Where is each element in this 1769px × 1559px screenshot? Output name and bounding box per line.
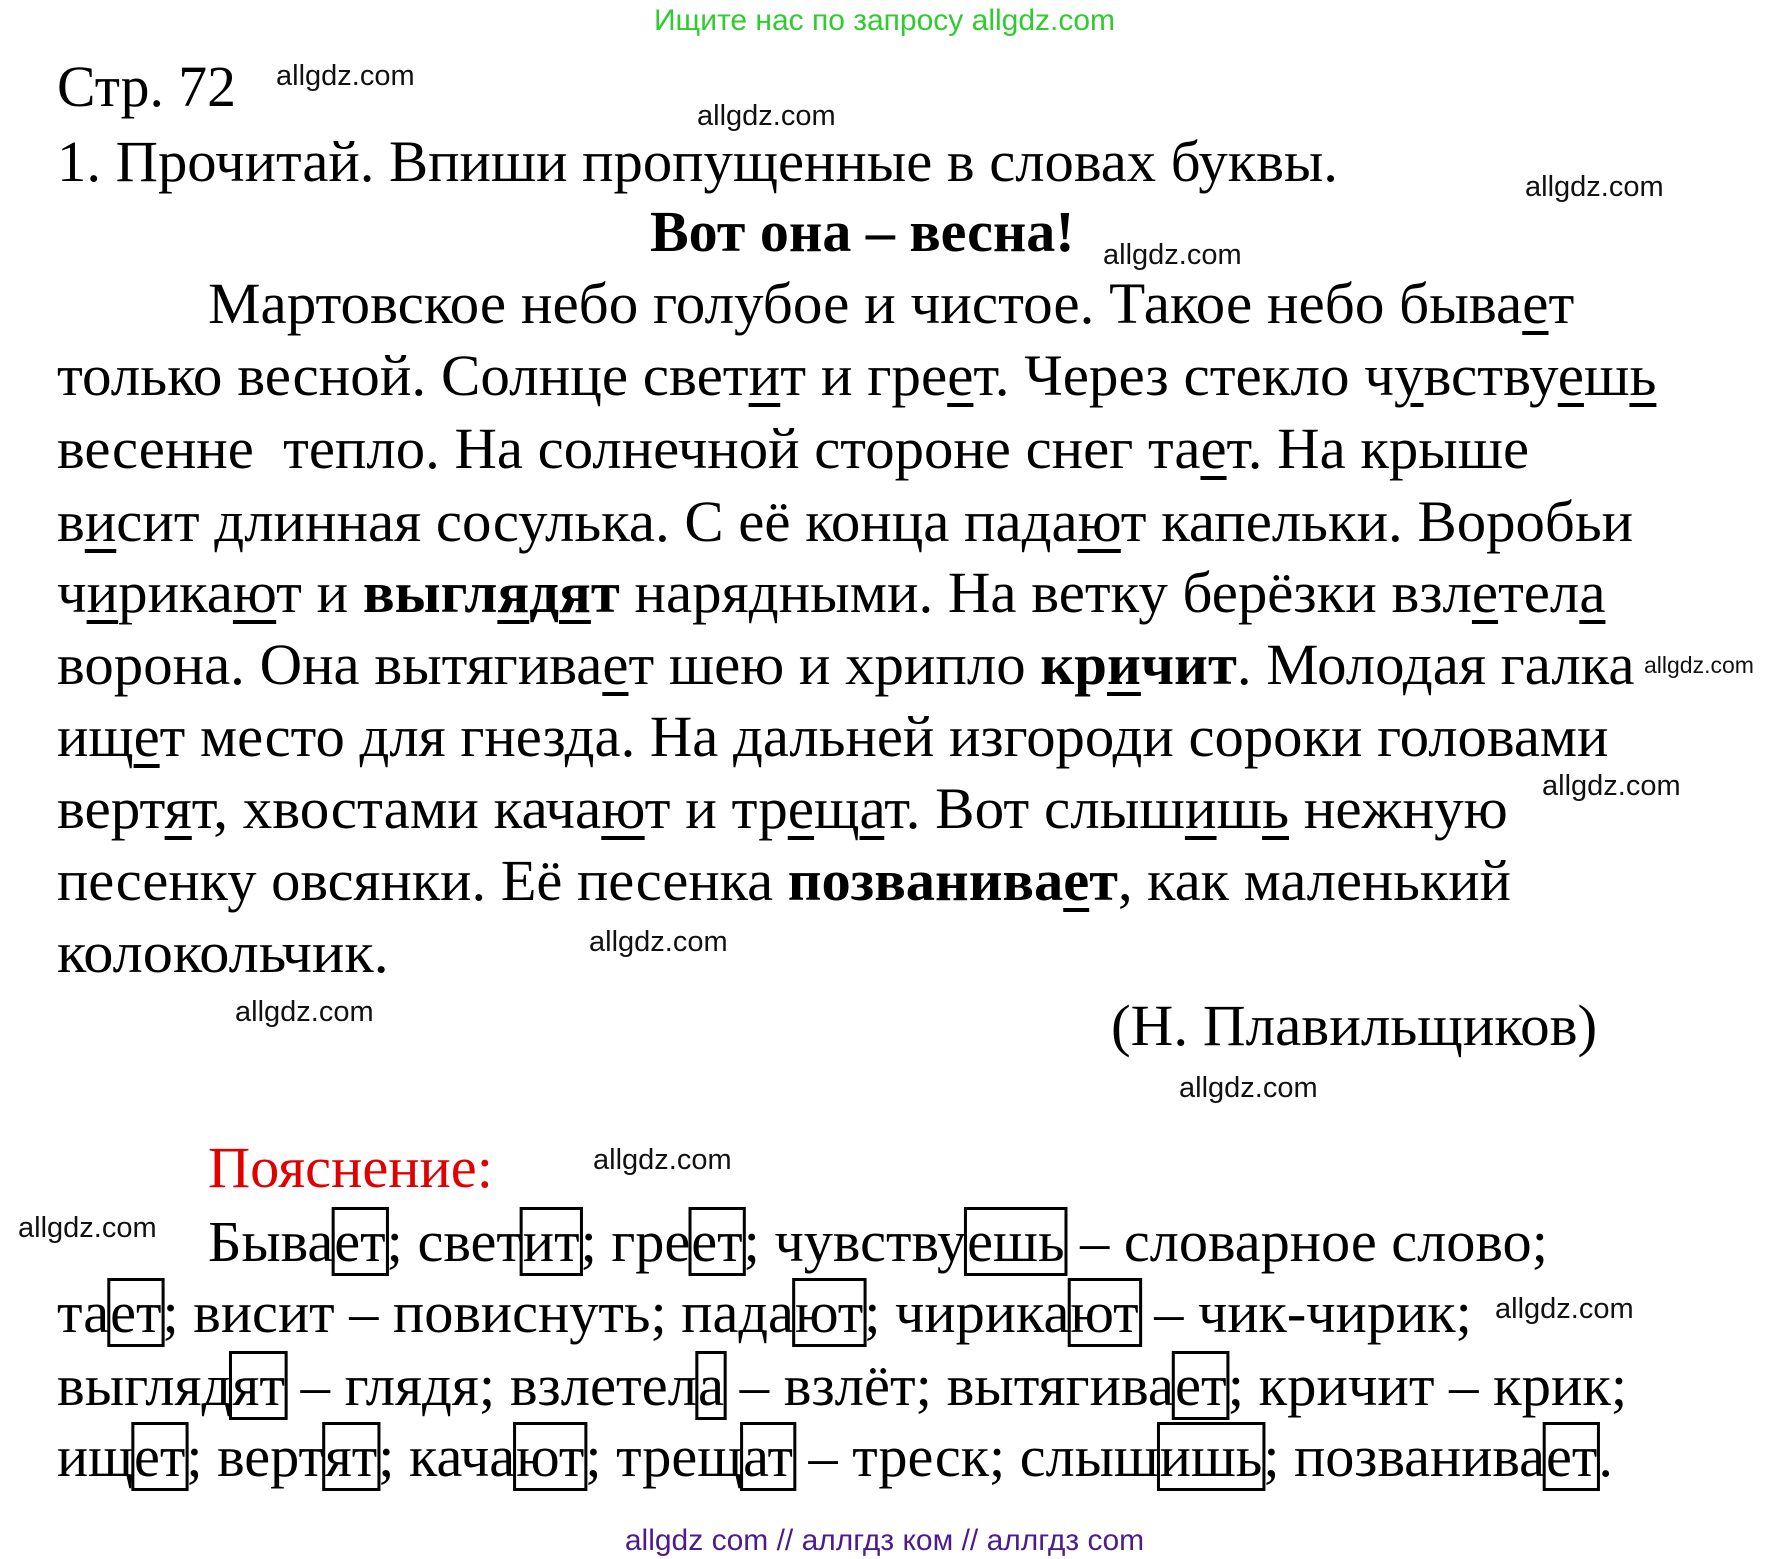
text-segment: та <box>57 1280 110 1345</box>
watermark: allgdz.com <box>593 1144 732 1176</box>
text-segment: , как маленький <box>1117 848 1511 913</box>
watermark: allgdz.com <box>589 926 728 958</box>
text-segment: щ <box>814 776 860 841</box>
text-line <box>57 489 1634 554</box>
text-segment: т, хвостами кача <box>191 776 602 841</box>
underlined-letter: и <box>1184 776 1217 841</box>
text-line <box>57 920 389 985</box>
boxed-ending: ешь <box>967 1209 1065 1274</box>
text-segment: т. Вот слыш <box>884 776 1185 841</box>
underlined-letter: е <box>133 704 160 769</box>
watermark: allgdz.com <box>235 996 374 1028</box>
underlined-letter: е <box>1063 848 1090 913</box>
text-segment: ; свет <box>386 1209 522 1274</box>
boxed-ending: ет <box>1175 1353 1227 1418</box>
text-segment: т и <box>276 560 363 625</box>
text-segment: Мартовское небо голубое и чистое. Такое небо быва <box>208 271 1523 336</box>
text-segment: тел <box>1498 560 1580 625</box>
underlined-letter: я <box>164 776 192 841</box>
text-line <box>57 848 1511 913</box>
text-segment: . Молодая галка <box>1236 632 1635 697</box>
underlined-letter: я <box>559 560 591 625</box>
underlined-letter: ю <box>232 560 277 625</box>
boxed-ending: ат <box>743 1424 793 1489</box>
boxed-ending: ит <box>522 1209 580 1274</box>
watermark: allgdz.com <box>1525 171 1664 203</box>
bold-text: т <box>1089 848 1118 913</box>
boxed-ending: ят <box>325 1424 378 1489</box>
boxed-ending: ет <box>1546 1424 1598 1489</box>
underlined-letter: е <box>1200 416 1227 481</box>
text-segment: Быва <box>208 1209 334 1274</box>
watermark: allgdz.com <box>1542 770 1681 802</box>
text-segment: т. Через стекло ч <box>973 343 1394 408</box>
explanation-line <box>57 1353 1628 1418</box>
text-segment: ; кача <box>378 1424 516 1489</box>
text-segment: ш <box>1583 343 1630 408</box>
watermark: allgdz.com <box>697 100 836 132</box>
text-segment: – взлёт; вытягива <box>725 1353 1174 1418</box>
text-segment: – словарное слово; <box>1065 1209 1548 1274</box>
bold-text: чит <box>1140 632 1237 697</box>
underlined-letter: ю <box>601 776 645 841</box>
boxed-ending: ет <box>110 1280 162 1345</box>
underlined-letter: е <box>947 343 974 408</box>
text-segment: ищ <box>57 1424 134 1489</box>
text-segment: т и тр <box>644 776 788 841</box>
text-segment: т капельки. Воробьи <box>1120 489 1634 554</box>
underlined-letter: и <box>86 560 119 625</box>
text-segment: – чик-чирик; <box>1139 1280 1472 1345</box>
underlined-letter: ь <box>1262 776 1290 841</box>
text-segment: т. На крыше <box>1226 416 1530 481</box>
underlined-letter: и <box>84 489 117 554</box>
text-segment: ищ <box>57 704 134 769</box>
underlined-letter: е <box>602 632 629 697</box>
text-segment: сит длинная сосулька. С её конца пада <box>116 489 1078 554</box>
text-line <box>57 704 1609 769</box>
task-text: 1. Прочитай. Впиши пропущенные в словах буквы. <box>57 129 1338 194</box>
text-segment: ; кричит – крик; <box>1227 1353 1628 1418</box>
text-segment: ворона. Она вытягива <box>57 632 603 697</box>
explanation-line <box>208 1209 1548 1274</box>
underlined-letter: у <box>1393 343 1424 408</box>
text-segment: ; чувству <box>743 1209 967 1274</box>
explanation-line <box>57 1280 1472 1345</box>
text-segment: ; верт <box>186 1424 324 1489</box>
text-heading: Вот она – весна! <box>650 199 1075 264</box>
text-segment: песенку овсянки. Её песенка <box>57 848 788 913</box>
watermark: allgdz.com <box>1644 652 1754 678</box>
boxed-ending: ют <box>794 1280 864 1345</box>
text-line <box>57 776 1508 841</box>
boxed-ending: а <box>698 1353 725 1418</box>
watermark: allgdz.com <box>1179 1072 1318 1104</box>
text-segment: т шею и хрипло <box>628 632 1041 697</box>
boxed-ending: ют <box>516 1424 585 1489</box>
text-segment: весенне тепло. На солнечной стороне снег та <box>57 416 1201 481</box>
text-segment: верт <box>57 776 165 841</box>
text-segment: т <box>1548 271 1575 336</box>
text-line <box>208 271 1575 336</box>
watermark: allgdz.com <box>1495 1293 1634 1325</box>
text-segment: нежную <box>1289 776 1508 841</box>
underlined-letter: и <box>748 343 781 408</box>
underlined-letter: е <box>1522 271 1549 336</box>
text-line <box>57 560 1606 625</box>
underlined-letter: а <box>859 776 885 841</box>
text-segment: – треск; слыш <box>793 1424 1159 1489</box>
boxed-ending: ет <box>334 1209 386 1274</box>
footer-watermark: allgdz com // аллгдз ком // аллгдз com <box>624 1524 1145 1557</box>
text-line <box>57 416 1530 481</box>
watermark: allgdz.com <box>276 60 415 92</box>
underlined-letter: а <box>1579 560 1606 625</box>
boxed-ending: ишь <box>1159 1424 1263 1489</box>
author: (Н. Плавильщиков) <box>1111 993 1598 1058</box>
underlined-letter: я <box>497 560 530 625</box>
bold-text: т <box>590 560 620 625</box>
text-segment: нарядными. На ветку берёзки взл <box>619 560 1472 625</box>
text-segment: ш <box>1216 776 1263 841</box>
text-segment: выгляд <box>57 1353 232 1418</box>
boxed-ending: ют <box>1070 1280 1139 1345</box>
text-line <box>57 343 1657 408</box>
text-segment: ; чирика <box>864 1280 1070 1345</box>
bold-text: позванива <box>787 848 1064 913</box>
text-segment: только весной. Солнце свет <box>57 343 749 408</box>
underlined-letter: е <box>1557 343 1584 408</box>
boxed-ending: ят <box>232 1353 285 1418</box>
bold-text: кр <box>1040 632 1107 697</box>
bold-text: д <box>529 560 560 625</box>
text-segment: ; гре <box>580 1209 691 1274</box>
underlined-letter: ю <box>1077 489 1121 554</box>
watermark: allgdz.com <box>1103 239 1242 271</box>
text-segment: в <box>57 489 85 554</box>
boxed-ending: ет <box>691 1209 743 1274</box>
text-segment: ч <box>57 560 87 625</box>
text-segment: ; висит – повиснуть; пада <box>162 1280 794 1345</box>
underlined-letter: е <box>1471 560 1499 625</box>
underlined-letter: е <box>787 776 815 841</box>
text-segment: вству <box>1423 343 1558 408</box>
search-banner: Ищите нас по запросу allgdz.com <box>653 4 1116 37</box>
text-line <box>57 632 1635 697</box>
page-label: Стр. 72 <box>57 54 236 119</box>
text-segment: колокольчик. <box>57 920 389 985</box>
watermark: allgdz.com <box>18 1212 157 1244</box>
text-segment: . <box>1598 1424 1613 1489</box>
text-segment: рика <box>118 560 233 625</box>
underlined-letter: ь <box>1629 343 1657 408</box>
explanation-title: Пояснение: <box>208 1135 493 1200</box>
boxed-ending: ет <box>134 1424 186 1489</box>
text-segment: т и гре <box>780 343 948 408</box>
text-segment: – глядя; взлетел <box>286 1353 698 1418</box>
bold-text: выгл <box>362 560 498 625</box>
text-segment: ; позванива <box>1263 1424 1546 1489</box>
explanation-line <box>57 1424 1613 1489</box>
text-segment: ; трещ <box>585 1424 743 1489</box>
text-segment: т место для гнезда. На дальней изгороди сороки головами <box>159 704 1609 769</box>
underlined-letter: и <box>1106 632 1141 697</box>
